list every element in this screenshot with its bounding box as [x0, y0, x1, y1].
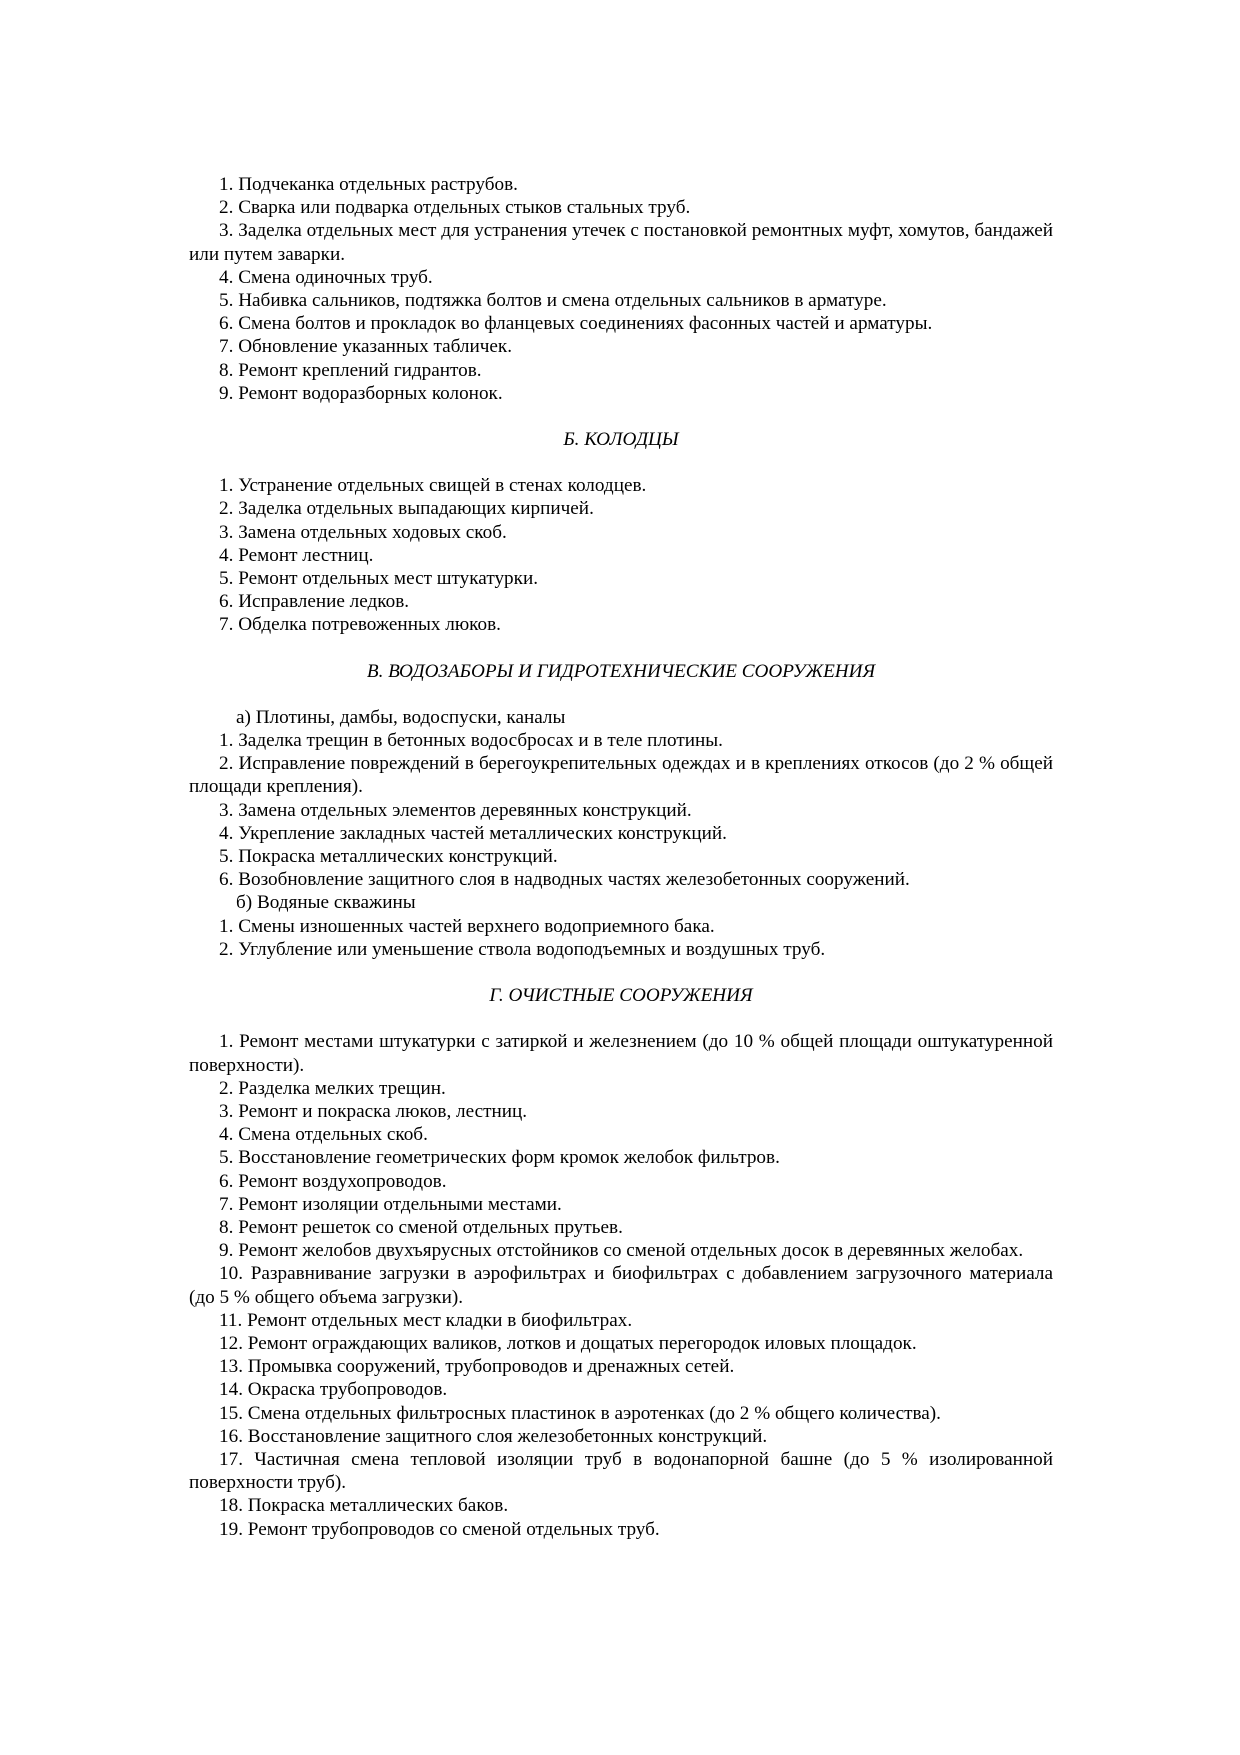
list-item: 3. Ремонт и покраска люков, лестниц.: [219, 1100, 528, 1122]
list-item: 7. Обновление указанных табличек.: [219, 336, 513, 358]
list-item: 1. Ремонт местами штукатурки с затиркой и железнением (до 10 % общей площади оштукатуренной поверхности).: [189, 1031, 1053, 1076]
list-item: 13. Промывка сооружений, трубопроводов и дренажных сетей.: [219, 1356, 735, 1378]
list-item: 6. Ремонт воздухопроводов.: [219, 1170, 447, 1192]
list-item: 3. Заделка отдельных мест для устранения утечек с постановкой ремонтных муфт, хомутов, бандажей или путем заварки.: [189, 220, 1053, 265]
list-item: 1. Заделка трещин в бетонных водосбросах и в теле плотины.: [219, 730, 723, 752]
list-item: 6. Возобновление защитного слоя в надводных частях железобетонных сооружений.: [219, 869, 910, 891]
list-item: 17. Частичная смена тепловой изоляции труб в водонапорной башне (до 5 % изолированной поверхности труб).: [189, 1448, 1053, 1494]
list-item: 1. Подчеканка отдельных раструбов.: [219, 174, 518, 195]
list-item: 4. Смена одиночных труб.: [219, 266, 433, 288]
list-item: 16. Восстановление защитного слоя железобетонных конструкций.: [219, 1425, 768, 1447]
list-item: 2. Разделка мелких трещин.: [219, 1077, 446, 1099]
list-item: 11. Ремонт отдельных мест кладки в биофильтрах.: [219, 1309, 633, 1331]
list-item: 5. Покраска металлических конструкций.: [219, 846, 558, 868]
list-item: 2. Сварка или подварка отдельных стыков стальных труб.: [219, 197, 691, 219]
list-item: 18. Покраска металлических баков.: [219, 1495, 509, 1517]
list-item: 9. Ремонт желобов двухъярусных отстойников со сменой отдельных досок в деревянных желобах.: [219, 1240, 1024, 1262]
list-item: 2. Углубление или уменьшение ствола водоподъемных и воздушных труб.: [219, 938, 826, 960]
list-item: 10. Разравнивание загрузки в аэрофильтрах и биофильтрах с добавлением загрузочного материала (до 5 % общего объема загрузки).: [189, 1263, 1053, 1308]
list-item: 2. Заделка отдельных выпадающих кирпичей.: [219, 498, 594, 520]
list-item: 5. Ремонт отдельных мест штукатурки.: [219, 568, 539, 590]
list-item: 1. Смены изношенных частей верхнего водоприемного бака.: [219, 915, 715, 937]
list-item: 1. Устранение отдельных свищей в стенах колодцев.: [219, 475, 647, 497]
list-item: 4. Ремонт лестниц.: [219, 544, 374, 566]
list-item: 6. Исправление ледков.: [219, 591, 410, 613]
list-item: 4. Смена отдельных скоб.: [219, 1124, 428, 1146]
list-item: 5. Восстановление геометрических форм кромок желобок фильтров.: [219, 1147, 780, 1169]
list-item: 4. Укрепление закладных частей металлических конструкций.: [219, 822, 727, 844]
list-item: 5. Набивка сальников, подтяжка болтов и смена отдельных сальников в арматуре.: [219, 290, 887, 312]
list-item: 9. Ремонт водоразборных колонок.: [219, 382, 503, 404]
list-item: 8. Ремонт решеток со сменой отдельных прутьев.: [219, 1216, 623, 1238]
list-item: 2. Исправление повреждений в берегоукрепительных одеждах и в креплениях откосов (до 2 % общей площади крепления).: [189, 753, 1053, 798]
section-heading-vodozabory: В. ВОДОЗАБОРЫ И ГИДРОТЕХНИЧЕСКИЕ СООРУЖЕНИЯ: [366, 660, 876, 682]
subsection-label: а) Плотины, дамбы, водоспуски, каналы: [236, 706, 566, 728]
list-item: 7. Обделка потревоженных люков.: [219, 614, 501, 636]
list-item: 15. Смена отдельных фильтросных пластинок в аэротенках (до 2 % общего количества).: [219, 1402, 941, 1424]
list-item: 8. Ремонт креплений гидрантов.: [219, 359, 482, 381]
section-heading-ochistnye: Г. ОЧИСТНЫЕ СООРУЖЕНИЯ: [489, 985, 753, 1007]
list-item: 14. Окраска трубопроводов.: [219, 1379, 448, 1401]
list-item: 3. Замена отдельных ходовых скоб.: [219, 521, 507, 543]
list-item: 6. Смена болтов и прокладок во фланцевых соединениях фасонных частей и арматуры.: [219, 313, 933, 335]
list-item: 3. Замена отдельных элементов деревянных конструкций.: [219, 799, 692, 821]
list-item: 7. Ремонт изоляции отдельными местами.: [219, 1193, 562, 1215]
list-item: 12. Ремонт ограждающих валиков, лотков и дощатых перегородок иловых площадок.: [219, 1332, 917, 1354]
subsection-label: б) Водяные скважины: [236, 892, 416, 914]
document-page: [189, 173, 1053, 1541]
section-heading-kolodtsy: Б. КОЛОДЦЫ: [563, 429, 679, 451]
list-item: 19. Ремонт трубопроводов со сменой отдельных труб.: [219, 1518, 660, 1540]
